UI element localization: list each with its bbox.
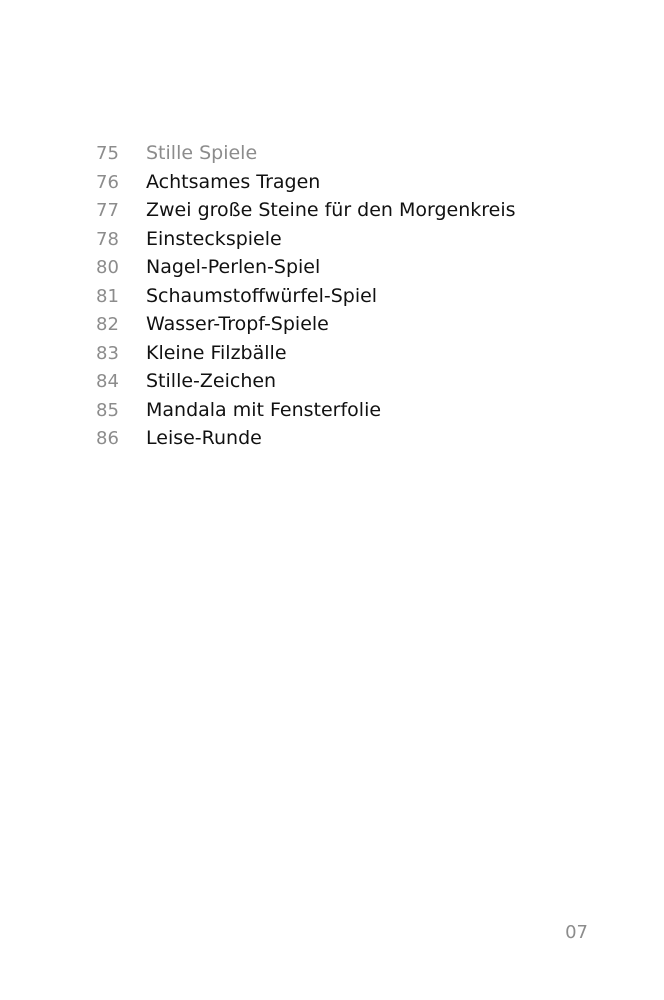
toc-entry-title: Wasser-Tropf-Spiele: [146, 313, 329, 335]
toc-page-number: 77: [96, 200, 119, 221]
toc-entry: [96, 253, 596, 282]
toc-page-number: 80: [96, 257, 119, 278]
toc-entry: [96, 282, 596, 311]
page-number: 07: [565, 922, 588, 943]
toc-entry: [96, 310, 596, 339]
toc-entry-title: Einsteckspiele: [146, 227, 282, 250]
toc-page-number: 81: [96, 285, 119, 307]
toc-entry-title: Schaumstoffwürfel-Spiel: [146, 284, 378, 307]
toc-entry: [96, 168, 596, 197]
toc-entry: [96, 225, 596, 254]
toc-page-number: 75: [96, 143, 119, 164]
toc-entry-title: Leise-Runde: [146, 427, 262, 449]
toc-entry-title: Nagel-Perlen-Spiel: [146, 256, 321, 278]
toc-entry-title: Achtsames Tragen: [146, 170, 321, 193]
toc-page-number: 84: [96, 371, 119, 392]
toc-entry-title: Kleine Filzbälle: [146, 341, 287, 364]
toc-page-number: 86: [96, 428, 119, 449]
toc-entry: [96, 196, 596, 225]
toc-entry-title: Mandala mit Fensterfolie: [146, 398, 382, 421]
toc-page-number: 83: [96, 342, 119, 364]
toc-page-number: 78: [96, 228, 119, 250]
toc-page-number: 85: [96, 399, 119, 421]
toc-entry-title: Zwei große Steine für den Morgenkreis: [146, 199, 516, 221]
toc-page-number: 82: [96, 314, 119, 335]
toc-section-heading: [96, 139, 596, 168]
toc-section-title: Stille Spiele: [146, 142, 258, 164]
toc-entry: [96, 396, 596, 425]
toc-entry: [96, 424, 596, 453]
toc-entry-title: Stille-Zeichen: [146, 370, 277, 392]
toc-entry: [96, 367, 596, 396]
toc-page-number: 76: [96, 171, 119, 193]
toc-entry: [96, 339, 596, 368]
table-of-contents: [96, 139, 596, 453]
